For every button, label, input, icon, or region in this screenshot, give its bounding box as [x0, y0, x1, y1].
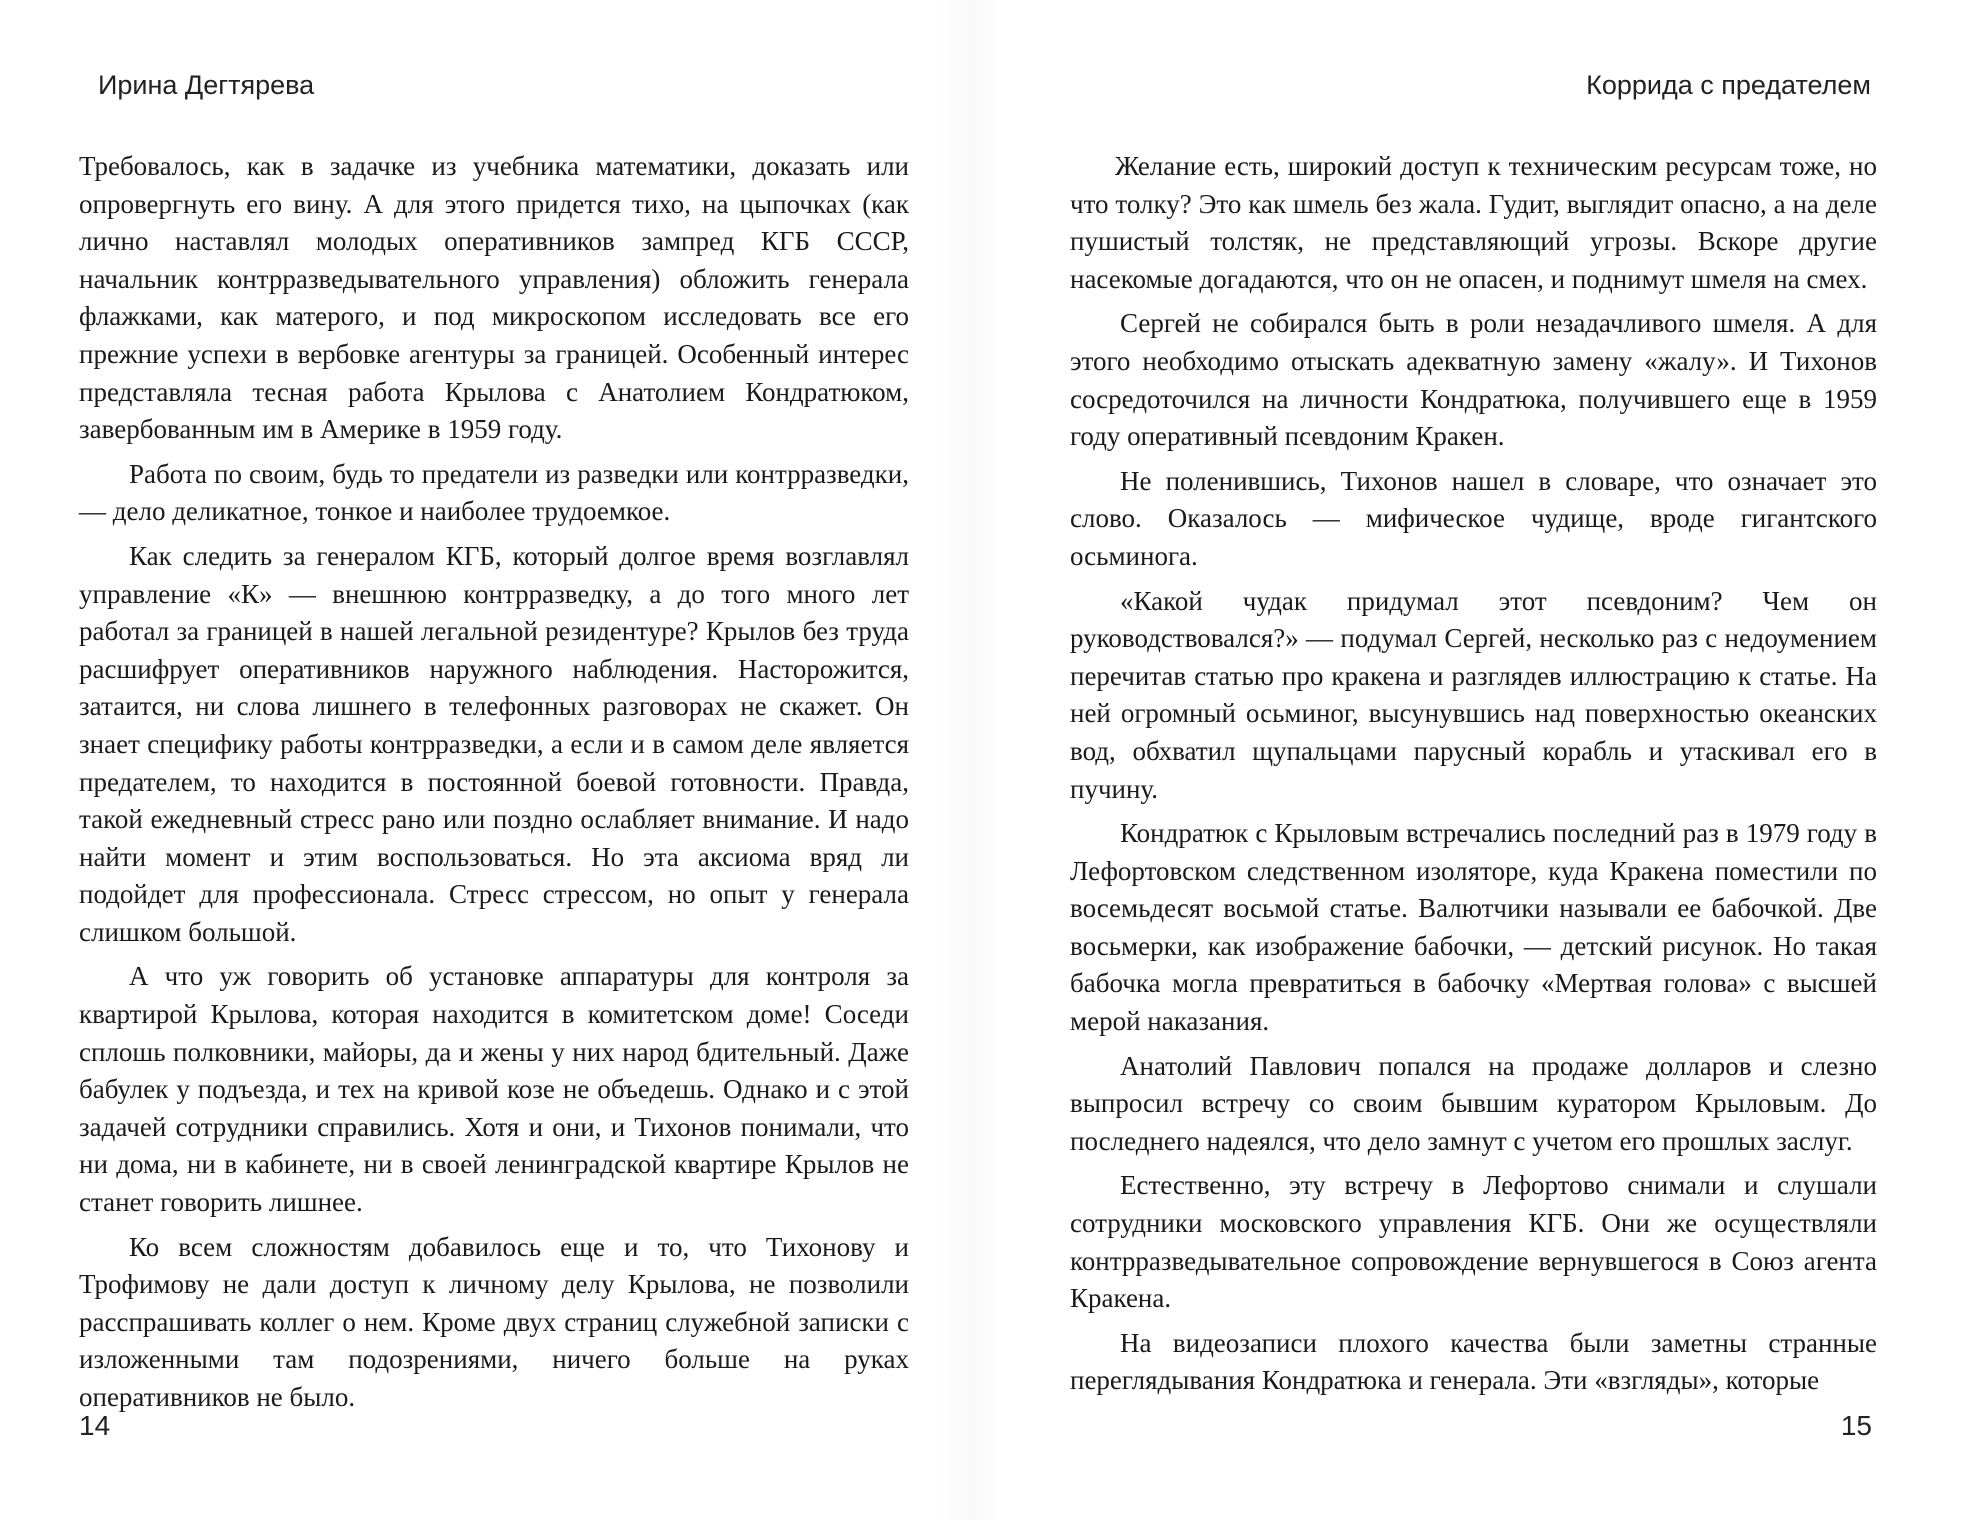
page-number-left: 14 — [79, 1410, 111, 1441]
paragraph: «Какой чудак придумал этот псевдоним? Чем он руководствовался?» — подумал Сергей, несколько раз с недоумением перечитав статью про кракена и разглядев иллюстрацию к статье. На ней огромный осьминог, высунувшись над поверхностью океанских вод, обхватил щупальцами парусный корабль и утаскивал его в пучину. — [1070, 585, 1877, 804]
paragraph: Анатолий Павлович попался на продаже долларов и слезно выпросил встречу со своим бывшим куратором Крыловым. До последнего надеялся, что дело замнут с учетом его прошлых заслуг. — [1070, 1050, 1877, 1156]
paragraph: Требовалось, как в задачке из учебника математики, доказать или опровергнуть его вину. А для этого придется тихо, на цыпочках (как лично наставлял молодых оперативников зампред КГБ СССР, начальник контрразведывательного управления) обложить генерала флажками, как матерого, и под микроскопом исследовать все его прежние успехи в вербовке агентуры за границей. Особенный интерес представляла тесная работа Крылова с Анатолием Кондратюком, завербованным им в Америке в 1959 году. — [79, 151, 909, 445]
paragraph: Как следить за генералом КГБ, который долгое время возглавлял управление «К» — внешнюю контрразведку, а до того много лет работал за границей в нашей легальной резидентуре? Крылов без труда расшифрует оперативников наружного наблюдения. Насторожится, затаится, ни слова лишнего в телефонных разговорах не скажет. Он знает специфику работы контрразведки, а если и в самом деле является предателем, то находится в постоянной боевой готовности. Правда, такой ежедневный стресс рано или поздно ослабляет внимание. И надо найти момент и этим воспользоваться. Но эта аксиома вряд ли подойдет для профессионала. Стресс стрессом, но опыт у генерала слишком большой. — [79, 540, 909, 947]
paragraph: На видеозаписи плохого качества были заметны странные переглядывания Кондратюка и генерала. Эти «взгляды», которые — [1070, 1327, 1877, 1396]
right-page — [1000, 0, 1963, 1520]
page-number-right: 15 — [1840, 1410, 1872, 1441]
left-page-body — [79, 148, 909, 1417]
paragraph: Естественно, эту встречу в Лефортово снимали и слушали сотрудники московского управления КГБ. Они же осуществляли контрразведывательное сопровождение вернувшегося в Союз агента Кракена. — [1070, 1170, 1877, 1314]
right-page-body — [1070, 148, 1877, 1400]
running-head-author: Ирина Дегтярева — [98, 70, 315, 100]
paragraph: Работа по своим, будь то предатели из разведки или контрразведки, — дело деликатное, тонкое и наиболее трудоемкое. — [79, 458, 909, 527]
paragraph: Не поленившись, Тихонов нашел в словаре, что означает это слово. Оказалось — мифическое чудище, вроде гигантского осьминога. — [1070, 465, 1877, 571]
running-head-title: Коррида с предателем — [1586, 70, 1871, 100]
paragraph: А что уж говорить об установке аппаратуры для контроля за квартирой Крылова, которая находится в комитетском доме! Соседи сплошь полковники, майоры, да и жены у них народ бдительный. Даже бабулек у подъезда, и тех на кривой козе не объедешь. Однако и с этой задачей сотрудники справились. Хотя и они, и Тихонов понимали, что ни дома, ни в кабинете, ни в своей ленинградской квартире Крылов не станет говорить лишнее. — [79, 961, 909, 1218]
paragraph: Желание есть, широкий доступ к техническим ресурсам тоже, но что толку? Это как шмель без жала. Гудит, выглядит опасно, а на деле пушистый толстяк, не представляющий угрозы. Вскоре другие насекомые догадаются, что он не опасен, и поднимут шмеля на смех. — [1070, 151, 1877, 294]
paragraph: Кондратюк с Крыловым встречались последний раз в 1979 году в Лефортовском следственном изоляторе, куда Кракена поместили по восемьдесят восьмой статье. Валютчики называли ее бабочкой. Две восьмерки, как изображение бабочки, — детский рисунок. Но такая бабочка могла превратиться в бабочку «Мертвая голова» с высшей мерой наказания. — [1070, 818, 1877, 1037]
paragraph: Ко всем сложностям добавилось еще и то, что Тихонову и Трофимову не дали доступ к личному делу Крылова, не позволили расспрашивать коллег о нем. Кроме двух страниц служебной записки с изложенными там подозрениями, ничего больше на руках оперативников не было. — [79, 1231, 909, 1412]
paragraph: Сергей не собирался быть в роли незадачливого шмеля. А для этого необходимо отыскать адекватную замену «жалу». И Тихонов сосредоточился на личности Кондратюка, получившего еще в 1959 году оперативный псевдоним Кракен. — [1070, 308, 1877, 452]
left-page — [0, 0, 980, 1520]
